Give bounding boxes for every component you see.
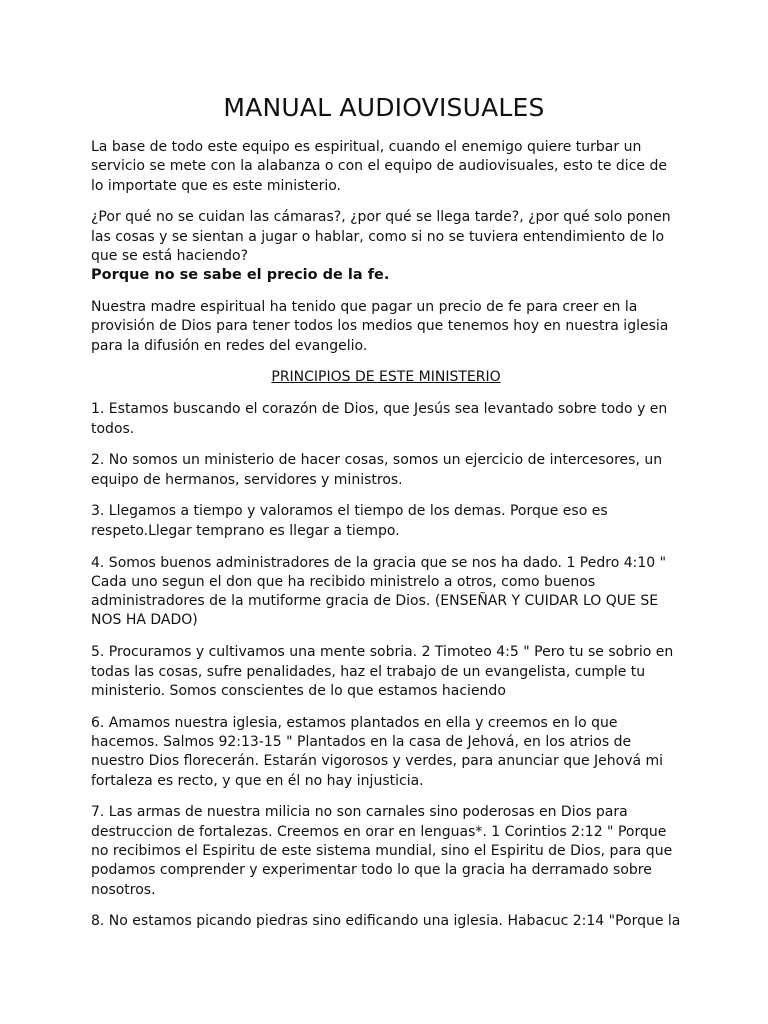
principle-item: 6. Amamos nuestra iglesia, estamos plantados en ella y creemos en lo que hacemos. Salmos 92:13-15 " Plantados en la casa de Jehová, en los atrios de nuestro Dios florecerán. Estarán vigorosos y verdes, para anunciar que Jehová mi fortaleza es recto, y que en él no hay injusticia. xyxy=(91,714,664,789)
intro-paragraph-1: La base de todo este equipo es espiritual, cuando el enemigo quiere turbar un servicio se mete con la alabanza o con el equipo de audiovisuales, esto te dice de lo importate que es este ministerio. xyxy=(91,139,667,194)
document-body xyxy=(91,138,681,944)
principle-item: 3. Llegamos a tiempo y valoramos el tiempo de los demas. Porque eso es respeto.Llegar temprano es llegar a tiempo. xyxy=(91,503,608,539)
principle-item: 2. No somos un ministerio de hacer cosas, somos un ejercicio de intercesores, un equipo de hermanos, servidores y ministros. xyxy=(91,452,663,488)
principle-item: 7. Las armas de nuestra milicia no son carnales sino poderosas en Dios para destruccion de fortalezas. Creemos en orar en lenguas*. 1 Corintios 2:12 " Porque no recibimos el Espiritu de este sistema mundial, sino el Espiritu de Dios, para que podamos comprender y experimentar todo lo que la gracia ha derramado sobre nosotros. xyxy=(91,804,673,898)
document-title: MANUAL AUDIOVISUALES xyxy=(223,93,545,122)
principle-item: 1. Estamos buscando el corazón de Dios, que Jesús sea levantado sobre todo y en todos. xyxy=(91,401,668,437)
questions-text: ¿Por qué no se cuidan las cámaras?, ¿por qué se llega tarde?, ¿por qué solo ponen las cosas y se sientan a jugar o hablar, como si no se tuviera entendimiento de lo que se está haciendo? xyxy=(91,209,671,264)
principle-item: 4. Somos buenos administradores de la gracia que se nos ha dado. 1 Pedro 4:10 " Cada uno segun el don que ha recibido ministrelo a otros, como buenos administradores de la mutiforme gracia de Dios. (ENSEÑAR Y CUIDAR LO QUE SE NOS HA DADO) xyxy=(91,554,667,629)
principle-item: 8. No estamos picando piedras sino edificando una iglesia. Habacuc 2:14 "Porque la xyxy=(91,913,681,930)
paragraph-3: Nuestra madre espiritual ha tenido que pagar un precio de fe para creer en la provisión de Dios para tener todos los medios que tenemos hoy en nuestra iglesia para la difusión en redes del evangelio. xyxy=(91,299,669,354)
bold-statement: Porque no se sabe el precio de la fe. xyxy=(91,267,390,284)
intro-paragraph-2 xyxy=(91,208,681,285)
section-heading: PRINCIPIOS DE ESTE MINISTERIO xyxy=(271,369,501,386)
principle-item: 5. Procuramos y cultivamos una mente sobria. 2 Timoteo 4:5 " Pero tu se sobrio en todas las cosas, sufre penalidades, haz el trabajo de un evangelista, cumple tu ministerio. Somos conscientes de lo que estamos haciendo xyxy=(91,644,674,699)
